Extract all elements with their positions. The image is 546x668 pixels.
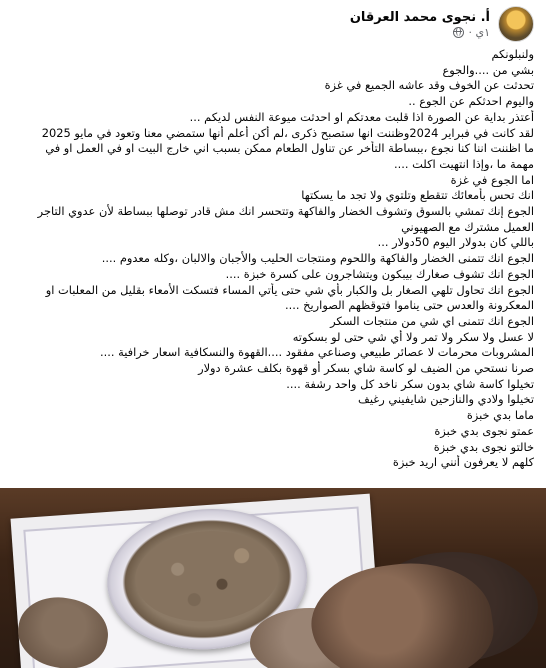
post-line: الجوع انك تحاول تلهي الصغار بل والكبار بأي شي حتى يأتي المساء فتسكت الأمعاء بقليل من المعلبات او — [45, 282, 534, 297]
post-line: الجوع إنك تمشي بالسوق وتشوف الخضار والفاكهة وتتحسر انك مش قادر توصلها ببساطة لأن عدوي التاجر — [37, 204, 534, 219]
author-avatar[interactable] — [498, 6, 534, 42]
post-line: اما الجوع في غزة — [450, 172, 534, 187]
post-line: لا عسل ولا سكر ولا تمر ولا أي شي حتى لو بسكوته — [292, 329, 534, 344]
post-line: تخيلوا كاسة شاي بدون سكر ناخد كل واحد رشفة .... — [286, 376, 534, 391]
post-line: ما اظننت اننا كنا نجوع ،ببساطة التأخر عن تناول الطعام ممكن بسبب اني خارج البيت او في العمل او في — [45, 141, 534, 156]
post-timestamp-row — [350, 26, 490, 40]
post-line: صرنا نستحي من الضيف لو كاسة شاي بسكر أو قهوة بكلف عشرة دولار — [198, 361, 534, 376]
post-line: مهمة ما ،وإذا انتهيت اكلت .... — [394, 156, 534, 171]
post-line: أعتذر بداية عن الصورة اذا قلبت معدتكم او احدثت ميوعة النفس لديكم ... — [189, 109, 534, 124]
post-line: المعكرونة والعدس حتى يناموا فتوقظهم الصواريخ .... — [285, 298, 534, 313]
post-line: كلهم لا يعرفون أنني اريد خبزة — [392, 455, 534, 470]
post-line: عمتو نجوى بدي خبزة — [434, 423, 534, 438]
post-line: تخيلوا ولادي والنازحين شايفيني رغيف — [358, 392, 534, 407]
post-photo[interactable] — [0, 488, 546, 668]
author-name[interactable]: أ. نجوى محمد العرقان — [349, 9, 490, 25]
post-line: ولنبلونكم — [491, 47, 534, 61]
post-line: واليوم احدثكم عن الجوع .. — [408, 94, 534, 109]
post-line: لقد كانت في فبراير 2024وظننت انها ستصبح ذكرى ،لم أكن أعلم أنها ستمضي معنا وتعود في مايو 2025 — [41, 125, 534, 140]
post-meta — [350, 9, 490, 40]
post-line: المشروبات محرمات لا عصائر طبيعي وصناعي مفقود ....القهوة والنسكافية اسعار خرافية .... — [100, 345, 534, 360]
post-header — [12, 6, 534, 42]
post-line: ماما بدي خبزة — [466, 408, 534, 423]
post-line: باللي كان بدولار اليوم 50دولار ... — [377, 235, 534, 250]
post-time[interactable]: ١ي · — [468, 25, 490, 39]
post-line: الجوع انك تتمنى الخضار والفاكهة واللحوم ومنتجات الحليب والأجبان والالبان ،وكله معدوم .... — [101, 251, 534, 266]
post-line: تحدثت عن الخوف وقد عاشه الجميع في غزة — [324, 78, 534, 93]
post-line: العميل مشترك مع الصهيوني — [401, 219, 534, 234]
globe-icon — [453, 27, 464, 38]
post-line: انك تحس بأمعائك تتقطع وتلتوي ولا تجد ما يسكتها — [301, 188, 534, 203]
post-line: بشي من ....والجوع — [442, 62, 534, 77]
post-line: خالتو نجوى بدي خبزة — [433, 439, 534, 454]
post-line: الجوع انك تشوف صغارك بيبكون ويتشاجرون على كسرة خبزة .... — [225, 266, 534, 281]
post-line: الجوع انك تتمنى اي شي من منتجات السكر — [330, 313, 534, 328]
post-text — [12, 47, 534, 471]
